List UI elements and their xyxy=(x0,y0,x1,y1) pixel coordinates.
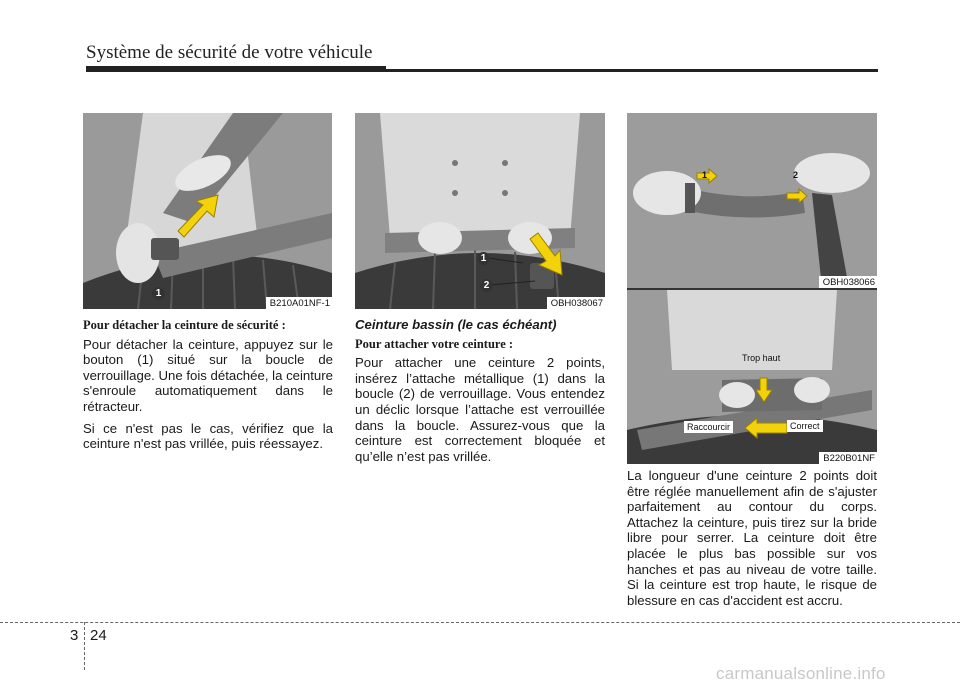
lap-belt-section-title: Ceinture bassin (le cas échéant) xyxy=(355,317,557,332)
callout-2: 2 xyxy=(480,279,493,292)
unbuckle-paragraph-1: Pour détacher la ceinture, appuyez sur le bouton (1) situé sur la boucle de verrouillage. Une fois détachée, la ceinture s'enroule automatiquement dans le rétracteur. xyxy=(83,336,333,414)
footer-rule xyxy=(0,622,960,623)
label-raccourcir: Raccourcir xyxy=(684,421,733,433)
figure-belt-position xyxy=(627,290,877,464)
chapter-number: 3 xyxy=(70,627,79,644)
label-correct: Correct xyxy=(787,420,823,432)
page-header-title: Système de sécurité de votre véhicule xyxy=(86,42,373,63)
page-number: 24 xyxy=(90,627,107,644)
callout-2: 2 xyxy=(793,170,799,180)
figure-unbuckle-belt xyxy=(83,113,332,309)
unbuckle-illustration xyxy=(83,113,332,309)
column-1-text xyxy=(83,318,333,458)
figure-belt-adjust-hands xyxy=(627,113,877,288)
watermark: carmanualsonline.info xyxy=(716,664,886,683)
unbuckle-heading: Pour détacher la ceinture de sécurité : xyxy=(83,318,286,332)
belt-position-illustration xyxy=(627,290,877,464)
column-3-text xyxy=(627,468,877,614)
figure-code: B210A01NF-1 xyxy=(266,297,332,309)
unbuckle-paragraph-2: Si ce n'est pas le cas, vérifiez que la ceinture n'est pas vrillée, puis réessayez. xyxy=(83,420,333,452)
figure-code: OBH038067 xyxy=(547,297,605,309)
figure-lap-belt-fasten xyxy=(355,113,605,309)
label-trop-haut: Trop haut xyxy=(742,353,781,363)
fasten-heading: Pour attacher votre ceinture : xyxy=(355,336,514,351)
callout-1: 1 xyxy=(702,170,708,180)
adjust-paragraph: La longueur d'une ceinture 2 points doit être réglée manuellement afin de s'ajuster parfaitement au contour du corps. Attachez la ceinture, puis tirez sur la bride libre pour serrer. La ceinture doit être placée le plus bas possible sur vos hanches et pas au niveau de votre taille. Si la ceinture est trop haute, le risque de blessure en cas d'accident est accru. xyxy=(627,468,877,608)
fasten-paragraph: Pour attacher une ceinture 2 points, insérez l’attache métallique (1) dans la boucle (2) de verrouillage. Vous entendez un déclic lorsque l’attache est verrouillée dans la boucle. Assurez-vous que la ceinture est correctement bloquée et qu’elle n’est pas vrillée. xyxy=(355,355,605,464)
column-2-text xyxy=(355,317,605,470)
callout-1: 1 xyxy=(152,287,165,300)
belt-adjust-illustration xyxy=(627,113,877,288)
lap-belt-fasten-illustration xyxy=(355,113,605,309)
figure-code: B220B01NF xyxy=(819,452,877,464)
figure-code: OBH038066 xyxy=(819,276,877,288)
footer-divider xyxy=(84,622,85,670)
header-rule-accent xyxy=(86,66,386,72)
callout-1: 1 xyxy=(477,252,490,265)
